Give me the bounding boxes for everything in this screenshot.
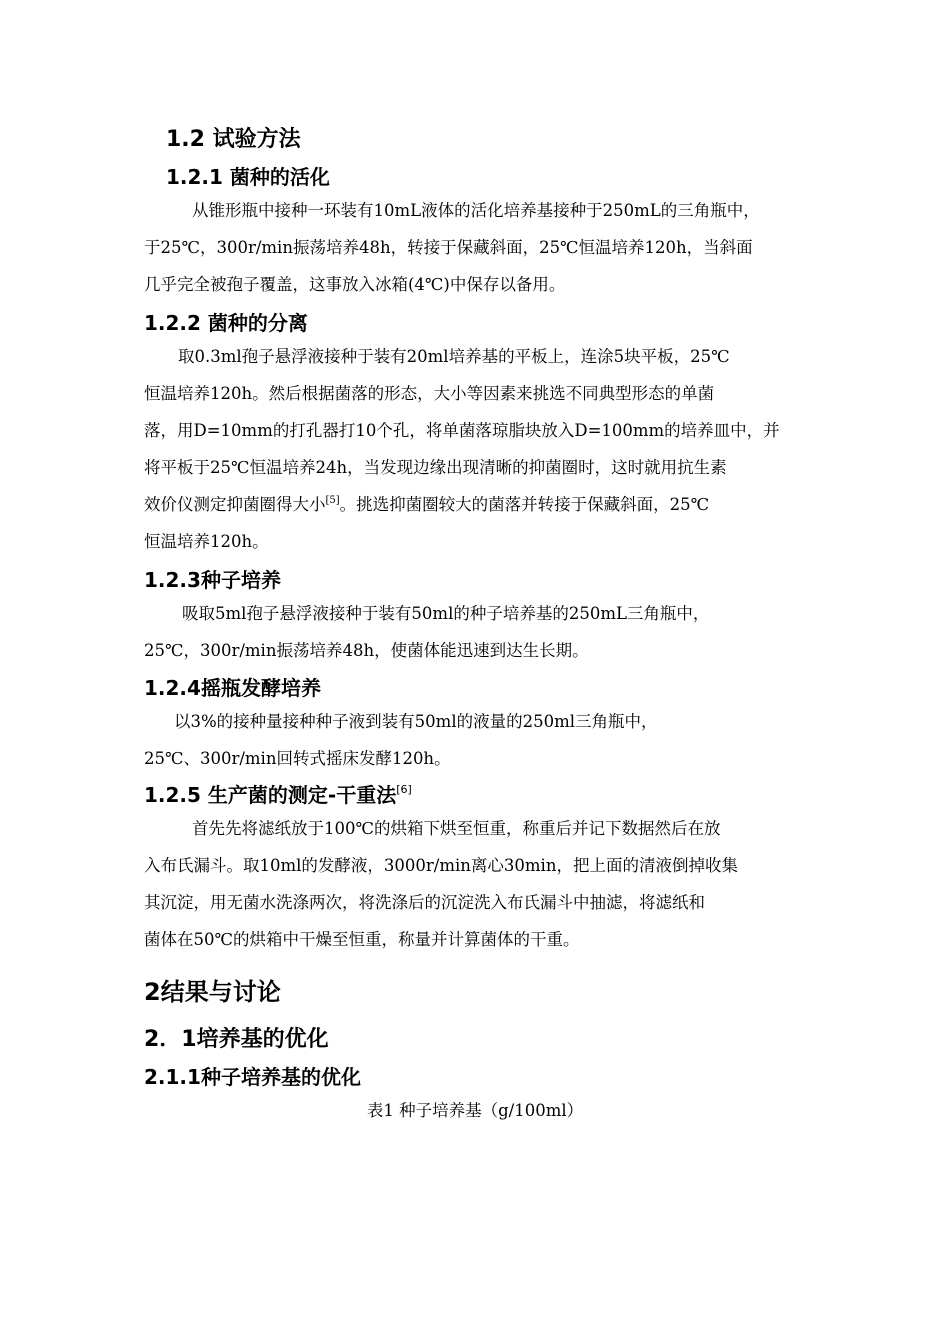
text-line: 首先先将滤纸放于100℃的烘箱下烘至恒重，称重后并记下数据然后在放 [192,819,721,838]
text-line: 将平板于25℃恒温培养24h，当发现边缘出现清晰的抑菌圈时，这时就用抗生素 [144,458,727,477]
heading-1-2-3: 1.2.3种子培养 [144,568,281,592]
text-line: 25℃、300r/min回转式摇床发酵120h。 [144,749,451,768]
text-line: 恒温培养120h。然后根据菌落的形态，大小等因素来挑选不同典型形态的单菌 [144,384,715,403]
text-line: 几乎完全被孢子覆盖，这事放入冰箱(4℃)中保存以备用。 [144,275,566,294]
heading-1-2-1: 1.2.1 菌种的活化 [166,165,330,189]
text-segment: 效价仪测定抑菌圈得大小 [144,495,326,514]
text-line: 25℃，300r/min振荡培养48h，使菌体能迅速到达生长期。 [144,641,589,660]
heading-text: 1.2.5 生产菌的测定-干重法 [144,783,397,807]
heading-1-2: 1.2 试验方法 [166,127,301,152]
paragraph-1-2-5 [144,810,810,958]
text-line: 菌体在50℃的烘箱中干燥至恒重，称量并计算菌体的干重。 [144,930,580,949]
citation-ref: [6] [396,783,412,796]
text-line [144,486,810,523]
paragraph-1-2-2 [144,338,810,560]
text-line: 落，用D=10mm的打孔器打10个孔，将单菌落琼脂块放入D=100mm的培养皿中，并 [144,421,780,440]
paragraph-1-2-3 [144,595,810,669]
text-line: 吸取5ml孢子悬浮液接种于装有50ml的种子培养基的250mL三角瓶中， [182,604,710,623]
paragraph-1-2-4 [144,703,810,777]
heading-2-1: 2．1培养基的优化 [144,1027,329,1052]
text-segment: 。挑选抑菌圈较大的菌落并转接于保藏斜面，25℃ [339,495,710,514]
heading-1-2-2: 1.2.2 菌种的分离 [144,311,308,335]
text-line: 取0.3ml孢子悬浮液接种于装有20ml培养基的平板上，连涂5块平板，25℃ [178,347,730,366]
table-caption: 表1 种子培养基（g/100ml） [366,1101,584,1120]
heading-2-1-1: 2.1.1种子培养基的优化 [144,1065,361,1089]
text-line: 其沉淀，用无菌水洗涤两次，将洗涤后的沉淀洗入布氏漏斗中抽滤，将滤纸和 [144,893,705,912]
text-line: 恒温培养120h。 [144,532,269,551]
paragraph-1-2-1 [144,192,810,303]
heading-1-2-4: 1.2.4摇瓶发酵培养 [144,676,321,700]
text-line: 从锥形瓶中接种一环装有10mL液体的活化培养基接种于250mL的三角瓶中， [192,201,760,220]
text-line: 入布氏漏斗。取10ml的发酵液，3000r/min离心30min，把上面的清液倒掉收集 [144,856,738,875]
heading-2: 2结果与讨论 [144,978,281,1006]
text-line: 以3%的接种量接种种子液到装有50ml的液量的250ml三角瓶中， [174,712,658,731]
heading-1-2-5 [144,779,412,808]
text-line: 于25℃，300r/min振荡培养48h，转接于保藏斜面，25℃恒温培养120h，当斜面 [144,238,753,257]
citation-ref: [5] [325,495,340,506]
